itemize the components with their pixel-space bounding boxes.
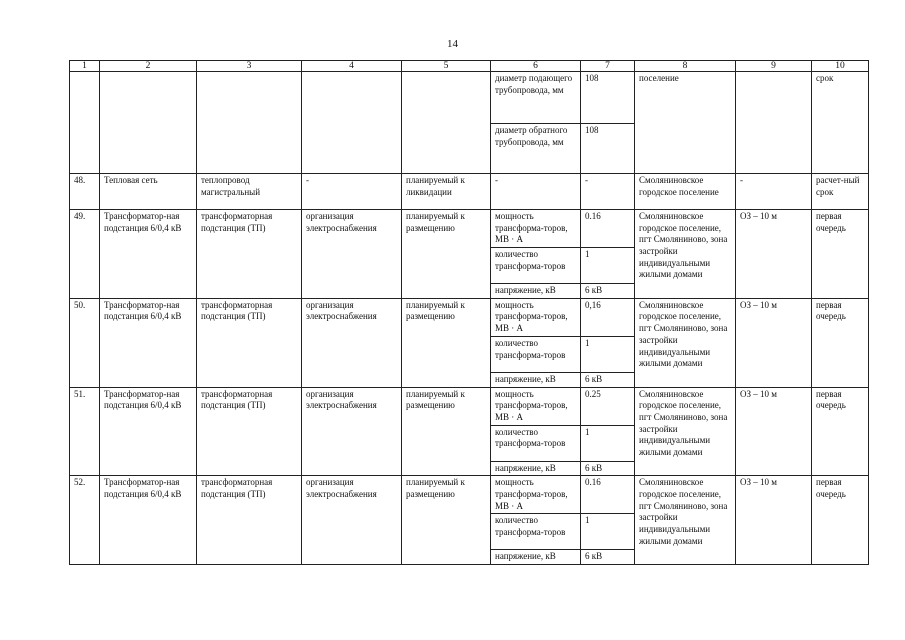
- cell-term: срок: [812, 72, 869, 174]
- cell-zone: [736, 72, 812, 174]
- cell-location: поселение: [635, 72, 736, 174]
- cell-value: 108: [581, 72, 635, 124]
- cell-parameter: количество трансформа-торов: [491, 336, 581, 372]
- table-row: [70, 298, 869, 336]
- cell-purpose: организация электроснабжения: [302, 387, 402, 476]
- cell-status: планируемый к размещению: [402, 210, 491, 299]
- cell-value: 1: [581, 336, 635, 372]
- cell-term: первая очередь: [812, 298, 869, 387]
- cell-number: 52.: [70, 476, 100, 565]
- cell-value: 1: [581, 248, 635, 284]
- cell-number: [70, 72, 100, 174]
- cell-name: Трансформатор-ная подстанция 6/0,4 кВ: [100, 210, 197, 299]
- cell-purpose: организация электроснабжения: [302, 476, 402, 565]
- cell-purpose: -: [302, 174, 402, 210]
- table-row: [70, 476, 869, 514]
- cell-zone: ОЗ – 10 м: [736, 298, 812, 387]
- cell-term: расчет-ный срок: [812, 174, 869, 210]
- cell-number: 49.: [70, 210, 100, 299]
- column-number-row: [70, 61, 869, 72]
- cell-value: 0,16: [581, 298, 635, 336]
- cell-status: планируемый к размещению: [402, 298, 491, 387]
- cell-number: 50.: [70, 298, 100, 387]
- cell-status: планируемый к размещению: [402, 387, 491, 476]
- table-row: [70, 174, 869, 210]
- cell-parameter: напряжение, кВ: [491, 461, 581, 476]
- cell-location: Смоляниновское городское поселение, пгт Смоляниново, зона застройки индивидуальными жилыми домами: [635, 298, 736, 387]
- column-number: 9: [736, 61, 812, 72]
- cell-parameter: мощность трансформа-торов, МВ · А: [491, 298, 581, 336]
- cell-purpose: [302, 72, 402, 174]
- cell-zone: -: [736, 174, 812, 210]
- cell-parameter: количество трансформа-торов: [491, 514, 581, 550]
- cell-value: 6 кВ: [581, 550, 635, 565]
- cell-parameter: мощность трансформа-торов, МВ · А: [491, 476, 581, 514]
- cell-parameter: диаметр подающего трубопровода, мм: [491, 72, 581, 124]
- cell-name: Тепловая сеть: [100, 174, 197, 210]
- cell-name: Трансформатор-ная подстанция 6/0,4 кВ: [100, 298, 197, 387]
- cell-zone: ОЗ – 10 м: [736, 210, 812, 299]
- cell-term: первая очередь: [812, 476, 869, 565]
- cell-value: 108: [581, 124, 635, 174]
- cell-type: трансформаторная подстанция (ТП): [197, 210, 302, 299]
- cell-parameter: напряжение, кВ: [491, 550, 581, 565]
- column-number: 8: [635, 61, 736, 72]
- column-number: 2: [100, 61, 197, 72]
- cell-zone: ОЗ – 10 м: [736, 476, 812, 565]
- cell-value: 6 кВ: [581, 284, 635, 299]
- cell-purpose: организация электроснабжения: [302, 298, 402, 387]
- cell-status: планируемый к размещению: [402, 476, 491, 565]
- cell-name: [100, 72, 197, 174]
- cell-zone: ОЗ – 10 м: [736, 387, 812, 476]
- table-row: [70, 72, 869, 124]
- cell-type: трансформаторная подстанция (ТП): [197, 298, 302, 387]
- cell-parameter: количество трансформа-торов: [491, 248, 581, 284]
- cell-name: Трансформатор-ная подстанция 6/0,4 кВ: [100, 476, 197, 565]
- cell-location: Смоляниновское городское поселение: [635, 174, 736, 210]
- cell-value: 1: [581, 514, 635, 550]
- cell-parameter: диаметр обратного трубопровода, мм: [491, 124, 581, 174]
- column-number: 7: [581, 61, 635, 72]
- cell-type: трансформаторная подстанция (ТП): [197, 476, 302, 565]
- cell-value: -: [581, 174, 635, 210]
- cell-term: первая очередь: [812, 210, 869, 299]
- page-number: 14: [447, 38, 458, 50]
- column-number: 10: [812, 61, 869, 72]
- cell-type: [197, 72, 302, 174]
- cell-parameter: количество трансформа-торов: [491, 425, 581, 461]
- column-number: 3: [197, 61, 302, 72]
- cell-number: 48.: [70, 174, 100, 210]
- cell-status: планируемый к ликвидации: [402, 174, 491, 210]
- cell-value: 0.16: [581, 210, 635, 248]
- cell-parameter: мощность трансформа-торов, МВ · А: [491, 387, 581, 425]
- cell-parameter: мощность трансформа-торов, МВ · А: [491, 210, 581, 248]
- cell-value: 6 кВ: [581, 372, 635, 387]
- cell-parameter: -: [491, 174, 581, 210]
- column-number: 5: [402, 61, 491, 72]
- cell-type: теплопровод магистральный: [197, 174, 302, 210]
- cell-parameter: напряжение, кВ: [491, 284, 581, 299]
- table-row: [70, 210, 869, 248]
- cell-value: 6 кВ: [581, 461, 635, 476]
- column-number: 4: [302, 61, 402, 72]
- objects-table: [69, 60, 869, 565]
- column-number: 1: [70, 61, 100, 72]
- cell-type: трансформаторная подстанция (ТП): [197, 387, 302, 476]
- cell-number: 51.: [70, 387, 100, 476]
- cell-status: [402, 72, 491, 174]
- cell-value: 0.16: [581, 476, 635, 514]
- cell-location: Смоляниновское городское поселение, пгт Смоляниново, зона застройки индивидуальными жилыми домами: [635, 387, 736, 476]
- cell-value: 1: [581, 425, 635, 461]
- cell-parameter: напряжение, кВ: [491, 372, 581, 387]
- table-row: [70, 387, 869, 425]
- cell-location: Смоляниновское городское поселение, пгт Смоляниново, зона застройки индивидуальными жилыми домами: [635, 210, 736, 299]
- column-number: 6: [491, 61, 581, 72]
- cell-purpose: организация электроснабжения: [302, 210, 402, 299]
- cell-name: Трансформатор-ная подстанция 6/0,4 кВ: [100, 387, 197, 476]
- cell-value: 0.25: [581, 387, 635, 425]
- cell-location: Смоляниновское городское поселение, пгт Смоляниново, зона застройки индивидуальными жилыми домами: [635, 476, 736, 565]
- cell-term: первая очередь: [812, 387, 869, 476]
